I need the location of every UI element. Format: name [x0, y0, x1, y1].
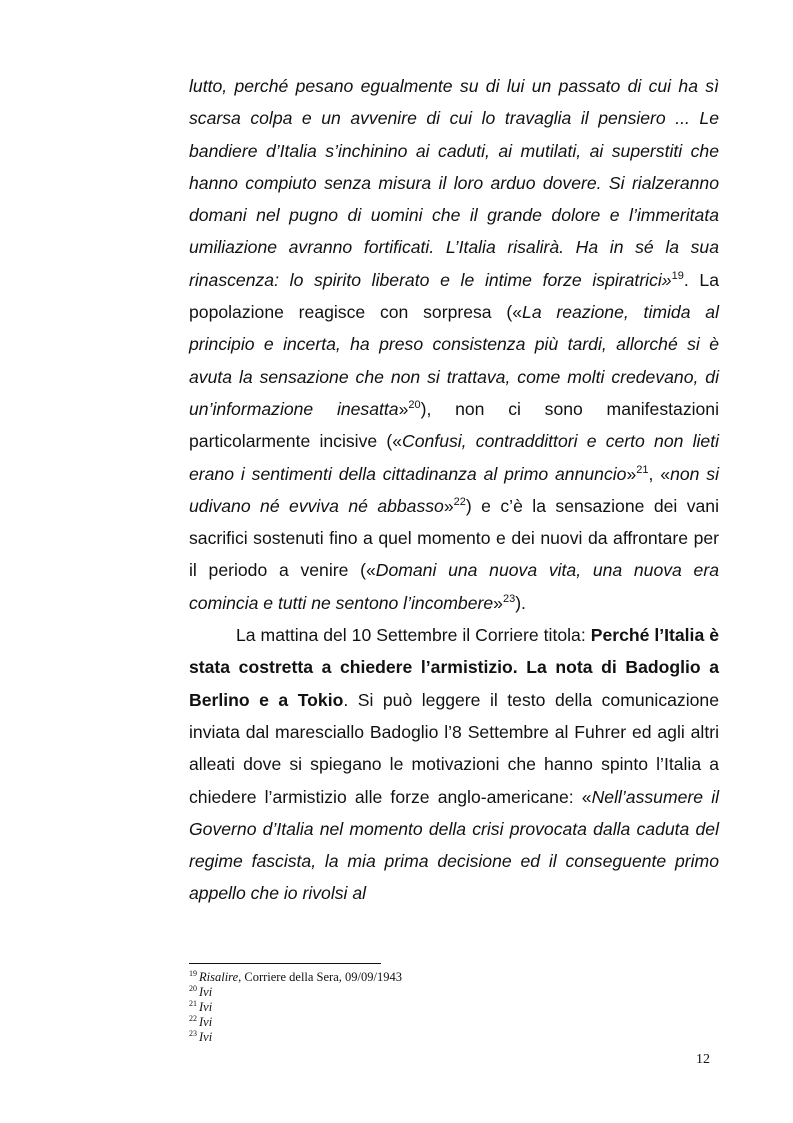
newspaper-headline: Perché l’Italia è stata costretta a chiedere l’armistizio. La nota di Badoglio a Berlino e a Tokio	[189, 625, 719, 710]
footnote-ref-21[interactable]: 21	[636, 463, 649, 476]
quote-text: Confusi, contraddittori e certo non lieti erano i sentimenti della cittadinanza al primo annuncio	[189, 431, 720, 484]
quote-text: Domani una nuova vita, una nuova era comincia e tutti ne sentono l’incombere	[189, 560, 719, 613]
footnote-20: $^{20}$ Ivi	[189, 983, 213, 999]
paragraph-text: ), non ci sono manifestazioni particolarmente incisive («	[189, 398, 719, 452]
paragraph-text: La mattina del 10 Settembre il Corriere titola:	[236, 625, 591, 646]
body-text	[189, 70, 719, 910]
footnote-ref-19[interactable]: 19	[671, 269, 684, 282]
footnote-22: $^{22}$ Ivi	[189, 1013, 213, 1029]
paragraph-2	[189, 619, 719, 910]
footnote-separator	[189, 963, 381, 964]
quote-text: non si udivano né evviva né abbasso	[189, 463, 720, 516]
paragraph-text: . Si può leggere il testo della comunicazione inviata dal maresciallo Badoglio l’8 Settembre al Fuhrer ed agli altri alleati dove si spiegano le motivazioni che hanno spinto l’Italia a chiedere l’armistizio alle forze anglo-americane: «	[189, 689, 719, 807]
footnote-23: $^{23}$ Ivi	[189, 1028, 213, 1044]
paragraph-text: ) e c’è la sensazione dei vani sacrifici sostenuti fino a quel momento e dei nuovi da affrontare per il periodo a venire («	[189, 495, 719, 581]
paragraph-1: lutto, perché pesano egualmente su di lui un passato di cui ha sì scarsa colpa e un avvenire di cui lo travaglia il pensiero ... Le bandiere d’Italia s’inchinino ai caduti, ai mutilati, ai superstiti che hanno compiuto senza misura il loro arduo dovere. Si rialzeranno domani nel pugno di uomini che il grande dolore e l’immeritata umiliazione avranno fortificati. L’Italia risalirà. Ha in sé la sua rinascenza: lo spirito liberato e le intime forze ispiratrici»$^{19}$. La popolazione reagisce con sorpresa («La reazione, timida al principio e incerta, ha preso consistenza più tardi, allorché si è avuta la sensazione che non si trattava, come molti credevano, di un’informazione inesatta»$^{20}$), non ci sono manifestazioni particolarmente incisive («Confusi, contraddittori e certo non lieti erano i sentimenti della cittadinanza al primo annuncio»$^{21}$, «non si udivano né evviva né abbasso»$^{22}$) e c’è la sensazione dei vani sacrifici sostenuti fino a quel momento e dei nuovi da affrontare per il periodo a venire («Domani una nuova vita, una nuova era comincia e tutti ne sentono l’incombere»$^{23}$).	[189, 76, 720, 613]
footnote-ref-23[interactable]: 23	[502, 592, 516, 605]
footnote-ref-20[interactable]: 20	[408, 399, 421, 412]
footnotes	[189, 970, 719, 1045]
footnote-19: $^{19}$ Risalire, Corriere della Sera, 09/09/1943	[189, 968, 402, 984]
quote-text: lutto, perché pesano egualmente su di lui un passato di cui ha sì scarsa colpa e un avvenire di cui lo travaglia il pensiero ... Le bandiere d’Italia s’inchinino ai caduti, ai mutilati, ai superstiti che hanno compiuto senza misura il loro arduo dovere. Si rialzeranno domani nel pugno di uomini che il grande dolore e l’immeritata umiliazione avranno fortificati. L’Italia risalirà. Ha in sé la sua rinascenza: lo spirito liberato e le intime forze ispiratrici»	[189, 76, 719, 290]
quote-text: Nell’assumere il Governo d’Italia nel momento della crisi provocata dalla caduta del regime fascista, la mia prima decisione ed il conseguente primo appello che io rivolsi al	[189, 786, 720, 904]
page-number: 12	[696, 1052, 710, 1067]
quote-text: La reazione, timida al principio e incerta, ha preso consistenza più tardi, allorché si è avuta la sensazione che non si trattava, come molti credevano, di un’informazione inesatta	[189, 302, 719, 419]
footnote-ref-22[interactable]: 22	[453, 496, 466, 508]
paragraph-text: . La popolazione reagisce con sorpresa («	[189, 269, 719, 323]
footnote-21: $^{21}$ Ivi	[189, 998, 213, 1014]
